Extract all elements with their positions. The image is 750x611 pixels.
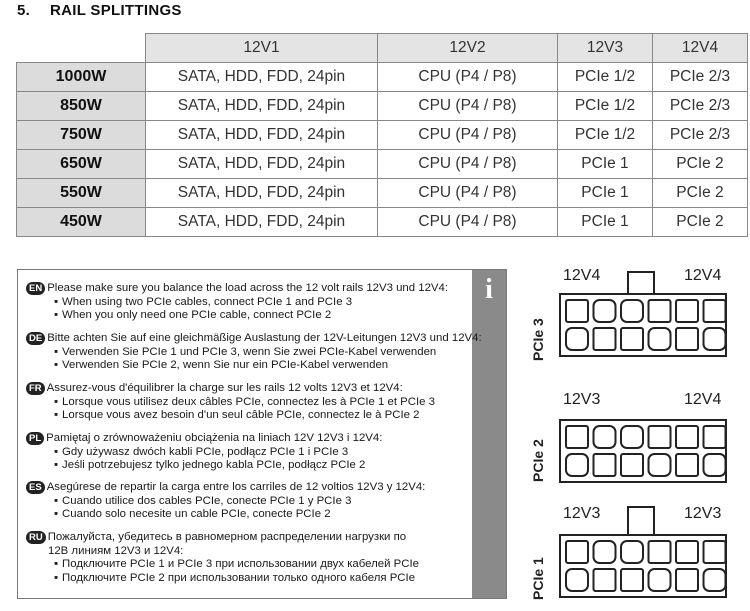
lang-bullet: ▪ When using two PCIe cables, connect PCIe 1 and PCIe 3 — [26, 296, 448, 310]
table-cell: PCIe 1 — [558, 208, 653, 237]
table-cell: PCIe 1/2 — [558, 121, 653, 150]
table-cell: SATA, HDD, FDD, 24pin — [146, 208, 378, 237]
lang-heading: Asegúrese de repartir la carga entre los carriles de 12 voltios 12V3 y 12V4: — [46, 481, 426, 493]
connector-pin — [566, 328, 588, 350]
connector-name: PCIe 3 — [530, 318, 546, 361]
table-cell: CPU (P4 / P8) — [378, 179, 558, 208]
rail-label-left: 12V3 — [563, 391, 601, 408]
lang-heading: Assurez-vous d'équilibrer la charge sur les rails 12 volts 12V3 et 12V4: — [46, 382, 403, 394]
lang-block-pl — [26, 432, 382, 473]
lang-block-es — [26, 481, 425, 522]
connector-pin — [594, 454, 616, 476]
connector-pin — [594, 541, 616, 563]
table-cell: SATA, HDD, FDD, 24pin — [146, 150, 378, 179]
connector-pin — [566, 300, 588, 322]
connector-pin — [704, 328, 726, 350]
rail-label-left: 12V4 — [563, 267, 601, 284]
table-cell: PCIe 1/2 — [558, 63, 653, 92]
section-heading — [17, 2, 182, 19]
connector-pin — [649, 328, 671, 350]
column-header: 12V1 — [146, 34, 378, 63]
connector-pin — [621, 300, 643, 322]
connector-pin — [621, 541, 643, 563]
connector-pin — [566, 426, 588, 448]
table-cell: CPU (P4 / P8) — [378, 92, 558, 121]
lang-block-de — [26, 332, 482, 373]
lang-heading: Pamiętaj o zrównoważeniu obciążenia na liniach 12V 12V3 i 12V4: — [46, 432, 383, 444]
connector-name: PCIe 2 — [530, 439, 546, 482]
lang-block-en — [26, 282, 448, 323]
lang-heading: Bitte achten Sie auf eine gleichmäßige Auslastung der 12V-Leitungen 12V3 und 12V4: — [47, 332, 482, 344]
connector-pin — [704, 541, 726, 563]
wattage-label: 1000W — [17, 63, 146, 92]
connector-key-latch — [628, 507, 654, 535]
lang-badge-es: ES — [26, 481, 45, 494]
wattage-label: 750W — [17, 121, 146, 150]
connector-pin — [594, 300, 616, 322]
lang-bullet: ▪ Verwenden Sie PCIe 1 und PCIe 3, wenn Sie zwei PCIe-Kabel verwenden — [26, 346, 482, 360]
connector-pin — [594, 426, 616, 448]
lang-badge-en: EN — [26, 282, 45, 295]
table-cell: SATA, HDD, FDD, 24pin — [146, 92, 378, 121]
table-cell: CPU (P4 / P8) — [378, 63, 558, 92]
section-number: 5. — [17, 2, 31, 19]
lang-bullet: ▪ Cuando utilice dos cables PCIe, conecte PCIe 1 y PCIe 3 — [26, 495, 425, 509]
table-row — [17, 63, 748, 92]
table-cell: PCIe 2/3 — [653, 63, 748, 92]
table-header-row — [17, 34, 748, 63]
table-cell: PCIe 2 — [653, 208, 748, 237]
table-cell: PCIe 1 — [558, 179, 653, 208]
connector-pin — [566, 569, 588, 591]
table-cell: PCIe 2/3 — [653, 92, 748, 121]
connector-pin — [704, 300, 726, 322]
rail-splitting-table — [16, 33, 748, 237]
connector-pin — [621, 454, 643, 476]
section-title: RAIL SPLITTINGS — [50, 2, 182, 19]
wattage-label: 550W — [17, 179, 146, 208]
connector-pin — [621, 426, 643, 448]
lang-bullet: ▪ When you only need one PCIe cable, connect PCIe 2 — [26, 309, 448, 323]
connector-pin — [649, 454, 671, 476]
connector-pin — [566, 541, 588, 563]
table-cell: PCIe 2/3 — [653, 121, 748, 150]
connector-name: PCIe 1 — [530, 557, 546, 600]
lang-bullet: ▪ Подключите PCIe 1 и PCIe 3 при использовании двух кабелей PCIe — [26, 558, 419, 572]
lang-block-ru — [26, 531, 419, 585]
connector-pcie1-diagram — [558, 505, 728, 605]
connector-pin — [566, 454, 588, 476]
connector-pcie3-diagram — [558, 270, 728, 362]
wattage-label: 450W — [17, 208, 146, 237]
column-header: 12V3 — [558, 34, 653, 63]
connector-pin — [704, 426, 726, 448]
connector-pin — [676, 426, 698, 448]
wattage-label: 850W — [17, 92, 146, 121]
connector-pin — [649, 300, 671, 322]
table-cell: SATA, HDD, FDD, 24pin — [146, 179, 378, 208]
connector-pin — [676, 328, 698, 350]
table-cell: SATA, HDD, FDD, 24pin — [146, 121, 378, 150]
lang-bullet: ▪ Подключите PCIe 2 при использовании только одного кабеля PCIe — [26, 572, 419, 586]
lang-heading: Please make sure you balance the load across the 12 volt rails 12V3 und 12V4: — [47, 282, 449, 294]
multilingual-info-box — [17, 269, 507, 599]
table-row — [17, 208, 748, 237]
connector-pin — [649, 541, 671, 563]
column-header: 12V4 — [653, 34, 748, 63]
connector-pin — [704, 569, 726, 591]
lang-badge-de: DE — [26, 332, 45, 345]
rail-label-right: 12V4 — [684, 267, 722, 284]
connector-pcie2-diagram — [558, 416, 728, 486]
connector-pin — [676, 569, 698, 591]
wattage-label: 650W — [17, 150, 146, 179]
lang-bullet: ▪ Gdy używasz dwóch kabli PCIe, podłącz PCIe 1 i PCIe 3 — [26, 446, 382, 460]
connector-pin — [621, 328, 643, 350]
lang-heading-continued: 12В линиям 12V3 и 12V4: — [48, 544, 184, 557]
table-cell: PCIe 2 — [653, 150, 748, 179]
lang-badge-ru: RU — [26, 531, 46, 544]
table-row — [17, 179, 748, 208]
table-row — [17, 92, 748, 121]
connector-pin — [649, 569, 671, 591]
lang-bullet: ▪ Verwenden Sie PCIe 2, wenn Sie nur ein PCIe-Kabel verwenden — [26, 359, 482, 373]
connector-pin — [704, 454, 726, 476]
lang-bullet: ▪ Cuando solo necesite un cable PCIe, conecte PCIe 2 — [26, 508, 425, 522]
table-cell: PCIe 1 — [558, 150, 653, 179]
rail-label-right: 12V3 — [684, 505, 722, 522]
lang-bullet: ▪ Lorsque vous avez besoin d'un seul câble PCIe, connectez le à PCIe 2 — [26, 409, 435, 423]
table-corner-cell — [17, 34, 146, 63]
lang-heading: Пожалуйста, убедитесь в равномерном распределении нагрузки по — [47, 531, 407, 543]
info-icon: i — [485, 274, 493, 305]
table-cell: SATA, HDD, FDD, 24pin — [146, 63, 378, 92]
table-cell: PCIe 2 — [653, 179, 748, 208]
connector-pin — [594, 328, 616, 350]
table-row — [17, 150, 748, 179]
rail-label-left: 12V3 — [563, 505, 601, 522]
table-cell: CPU (P4 / P8) — [378, 121, 558, 150]
rail-label-right: 12V4 — [684, 391, 722, 408]
connector-key-latch — [628, 272, 654, 294]
connector-pin — [594, 569, 616, 591]
info-sidebar — [472, 270, 506, 598]
lang-bullet: ▪ Jeśli potrzebujesz tylko jednego kabla PCIe, podłącz PCIe 2 — [26, 459, 382, 473]
lang-block-fr — [26, 382, 435, 423]
lang-badge-fr: FR — [26, 382, 45, 395]
connector-pin — [676, 300, 698, 322]
connector-pin — [676, 541, 698, 563]
lang-bullet: ▪ Lorsque vous utilisez deux câbles PCIe, connectez les à PCIe 1 et PCIe 3 — [26, 396, 435, 410]
lang-badge-pl: PL — [26, 432, 44, 445]
table-cell: CPU (P4 / P8) — [378, 150, 558, 179]
table-row — [17, 121, 748, 150]
connector-pin — [621, 569, 643, 591]
table-cell: PCIe 1/2 — [558, 92, 653, 121]
connector-pin — [649, 426, 671, 448]
table-cell: CPU (P4 / P8) — [378, 208, 558, 237]
connector-pin — [676, 454, 698, 476]
column-header: 12V2 — [378, 34, 558, 63]
